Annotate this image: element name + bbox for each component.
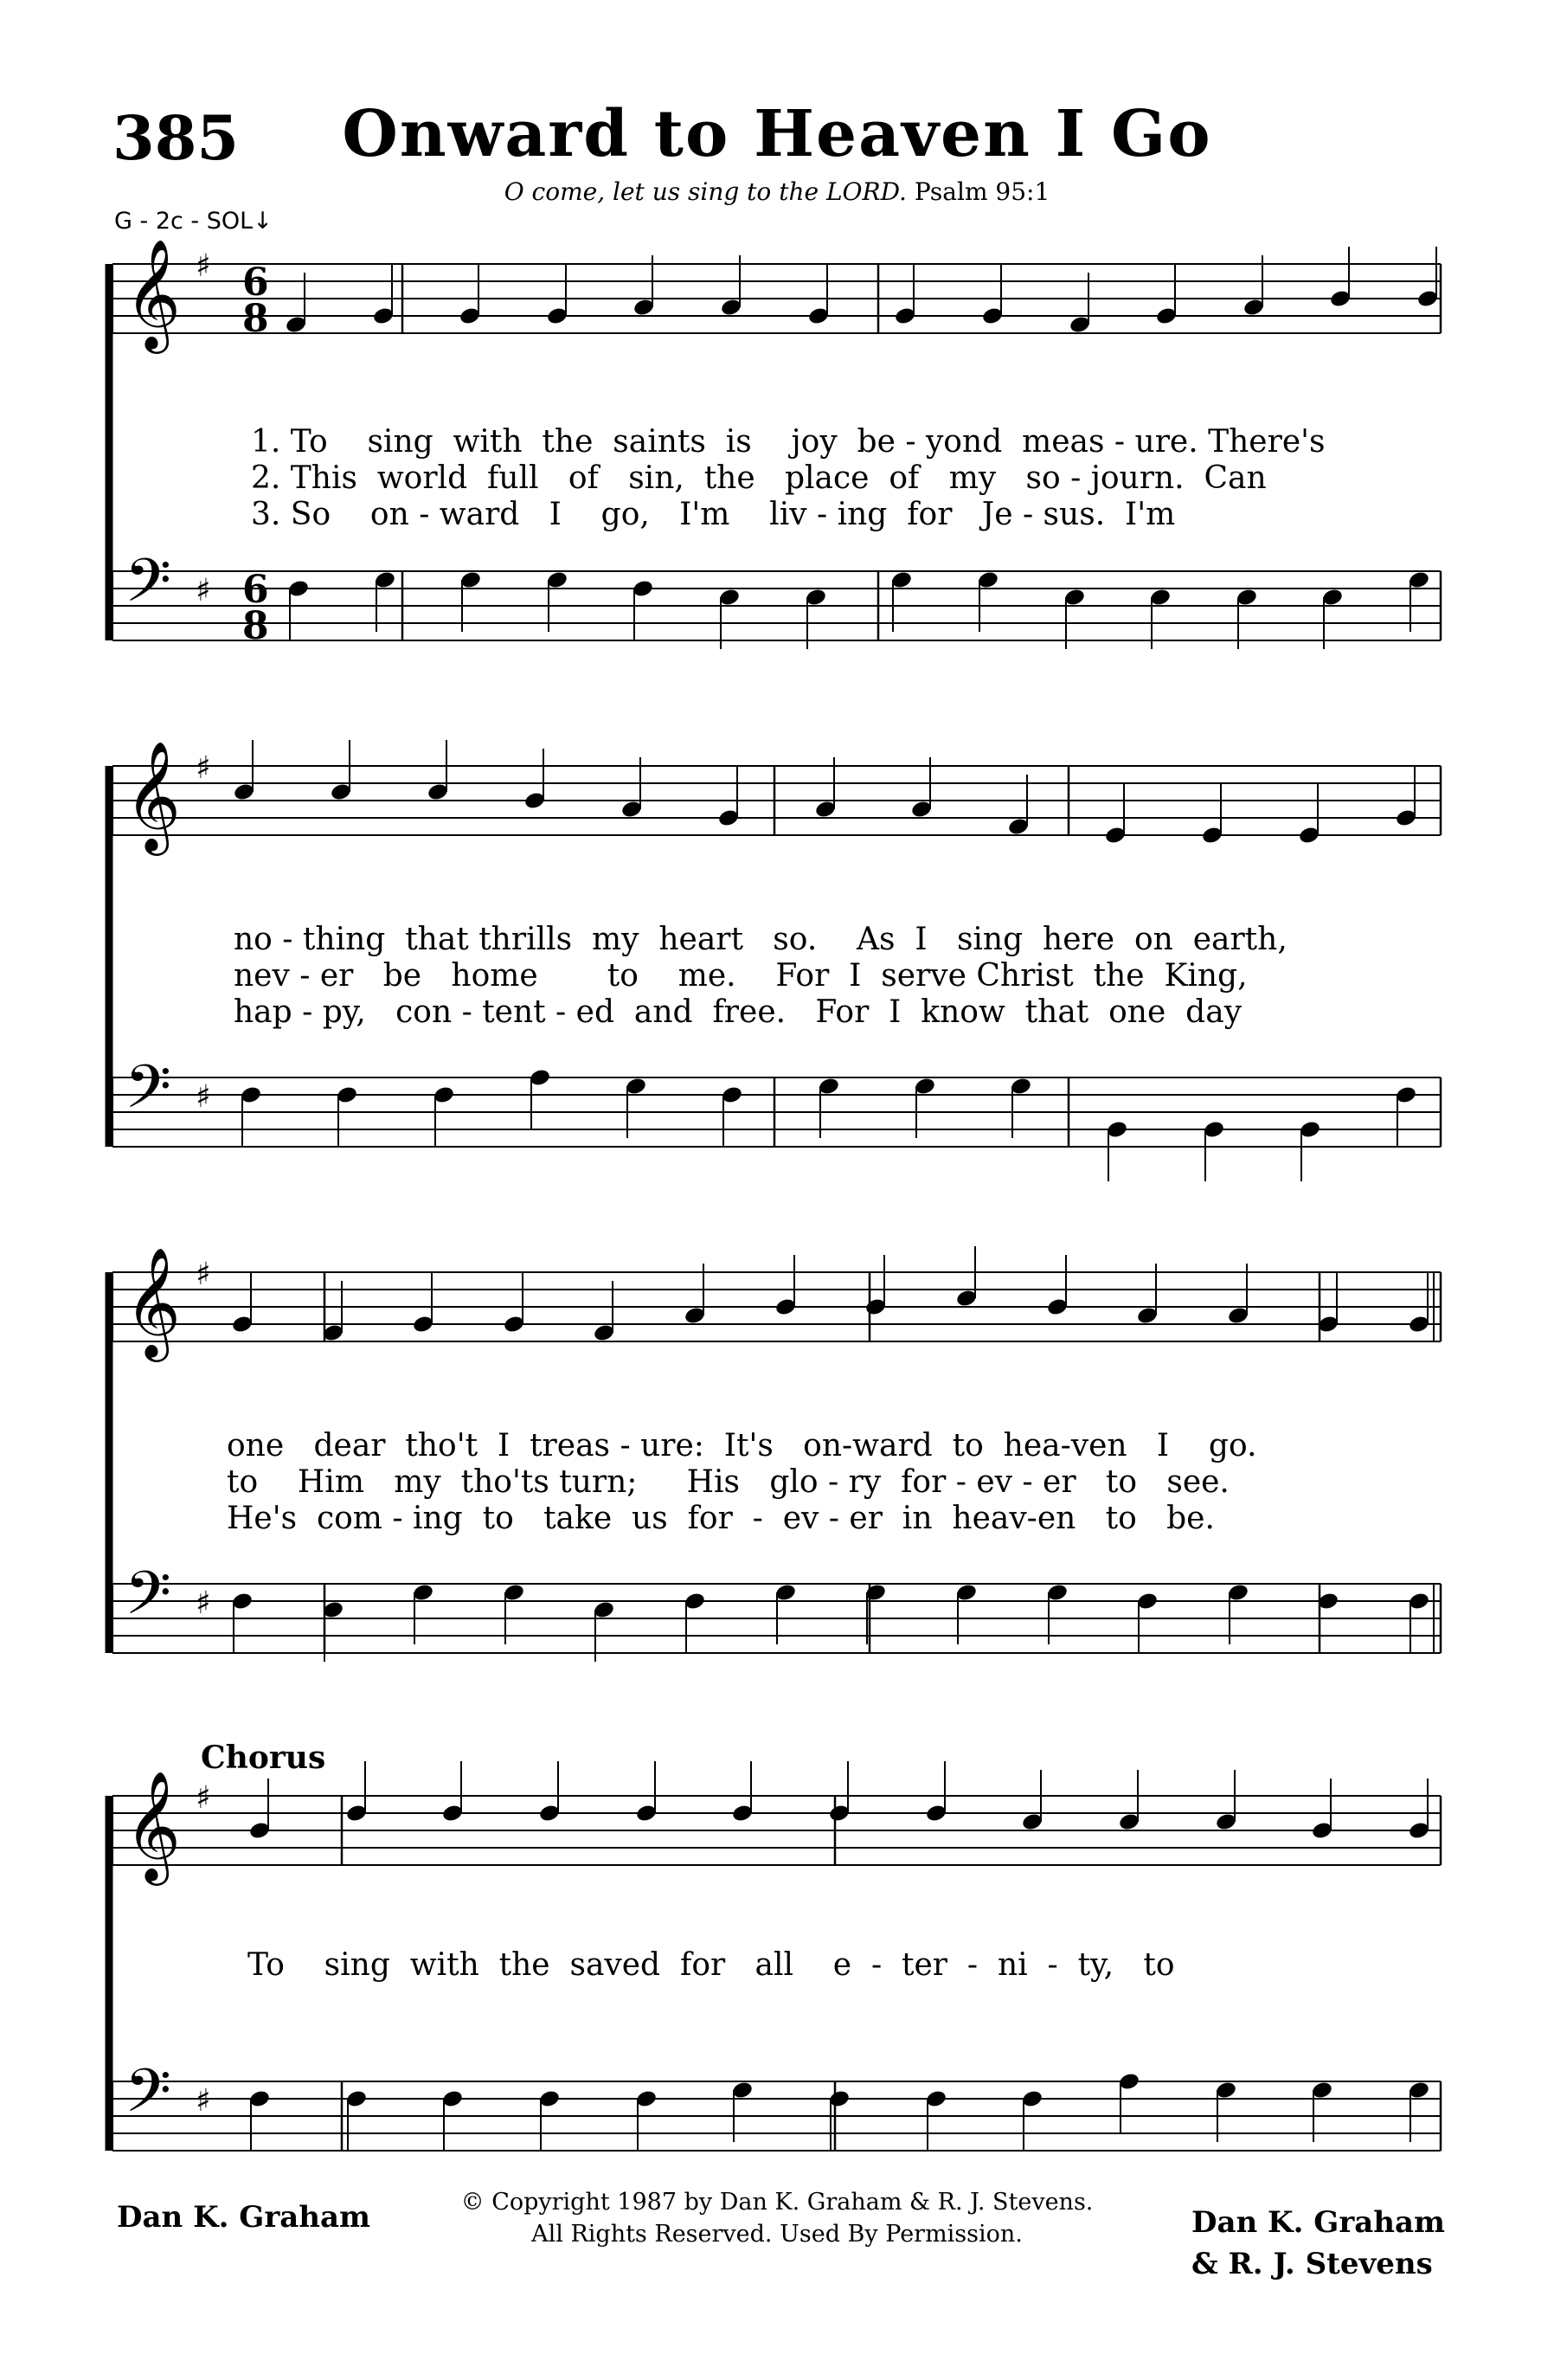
lyric-s2-v3: hap - py, con - tent - ed and free. For I know that one day <box>234 994 1243 1030</box>
lyric-s2-v2: nev - er be home to me. For I serve Christ the King, <box>234 958 1248 994</box>
sharp-icon: ♯ <box>196 248 211 284</box>
lyric-s3-v2: to Him my tho'ts turn; His glo - ry for - ev - er to see. <box>227 1464 1230 1500</box>
sharp-icon: ♯ <box>196 1257 211 1292</box>
sharp-icon: ♯ <box>196 1079 211 1115</box>
lyric-s2-v1: no - thing that thrills my heart so. As I sing here on earth, <box>234 922 1288 957</box>
bass-clef-icon: 𝄢 <box>125 1052 172 1136</box>
sharp-icon: ♯ <box>196 1780 211 1816</box>
scripture-reference: Psalm 95:1 <box>914 177 1050 206</box>
music-credit <box>1191 2202 1445 2285</box>
words-credit: Dan K. Graham <box>117 2200 371 2235</box>
time-signature-bottom: 8 <box>242 604 269 648</box>
sharp-icon: ♯ <box>196 1586 211 1621</box>
treble-clef-icon: 𝄞 <box>125 1770 182 1881</box>
bass-clef-icon: 𝄢 <box>125 1558 172 1643</box>
sharp-icon: ♯ <box>196 750 211 786</box>
lyric-s1-v2: 2. This world full of sin, the place of my so - journ. Can <box>251 460 1267 496</box>
hymn-number: 385 <box>112 102 240 174</box>
copyright-line-2: All Rights Reserved. Used By Permission. <box>531 2221 1023 2248</box>
bass-clef-icon: 𝄢 <box>125 2055 172 2140</box>
lyric-s1-v1: 1. To sing with the saints is joy be - yond meas - ure. There's <box>251 424 1326 460</box>
treble-clef-icon: 𝄞 <box>125 1246 182 1357</box>
lyric-s1-v3: 3. So on - ward I go, I'm liv - ing for Je - sus. I'm <box>251 497 1176 532</box>
key-info: G - 2c - SOL↓ <box>114 208 273 235</box>
time-signature-bottom: 8 <box>242 297 269 341</box>
sharp-icon: ♯ <box>196 2083 211 2119</box>
lyric-s3-v1: one dear tho't I treas - ure: It's on-ward to hea-ven I go. <box>227 1428 1257 1463</box>
copyright-line-1: © Copyright 1987 by Dan K. Graham & R. J. Stevens. <box>460 2189 1094 2216</box>
lyric-s3-v3: He's com - ing to take us for - ev - er in heav-en to be. <box>227 1501 1215 1536</box>
sharp-icon: ♯ <box>196 573 211 608</box>
time-signature-top: 6 <box>242 568 269 612</box>
chorus-label: Chorus <box>201 1740 326 1776</box>
lyric-s4-v1: To sing with the saved for all e - ter - ni - ty, to <box>247 1947 1175 1983</box>
scripture-text: O come, let us sing to the LORD. <box>504 177 907 206</box>
hymn-title: Onward to Heaven I Go <box>342 97 1212 171</box>
music-credit-line-2: & R. J. Stevens <box>1191 2247 1433 2281</box>
treble-clef-icon: 𝄞 <box>125 238 182 349</box>
bass-clef-icon: 𝄢 <box>125 545 172 630</box>
music-credit-line-1: Dan K. Graham <box>1191 2205 1445 2240</box>
treble-clef-icon: 𝄞 <box>125 740 182 851</box>
time-signature-top: 6 <box>242 261 269 305</box>
